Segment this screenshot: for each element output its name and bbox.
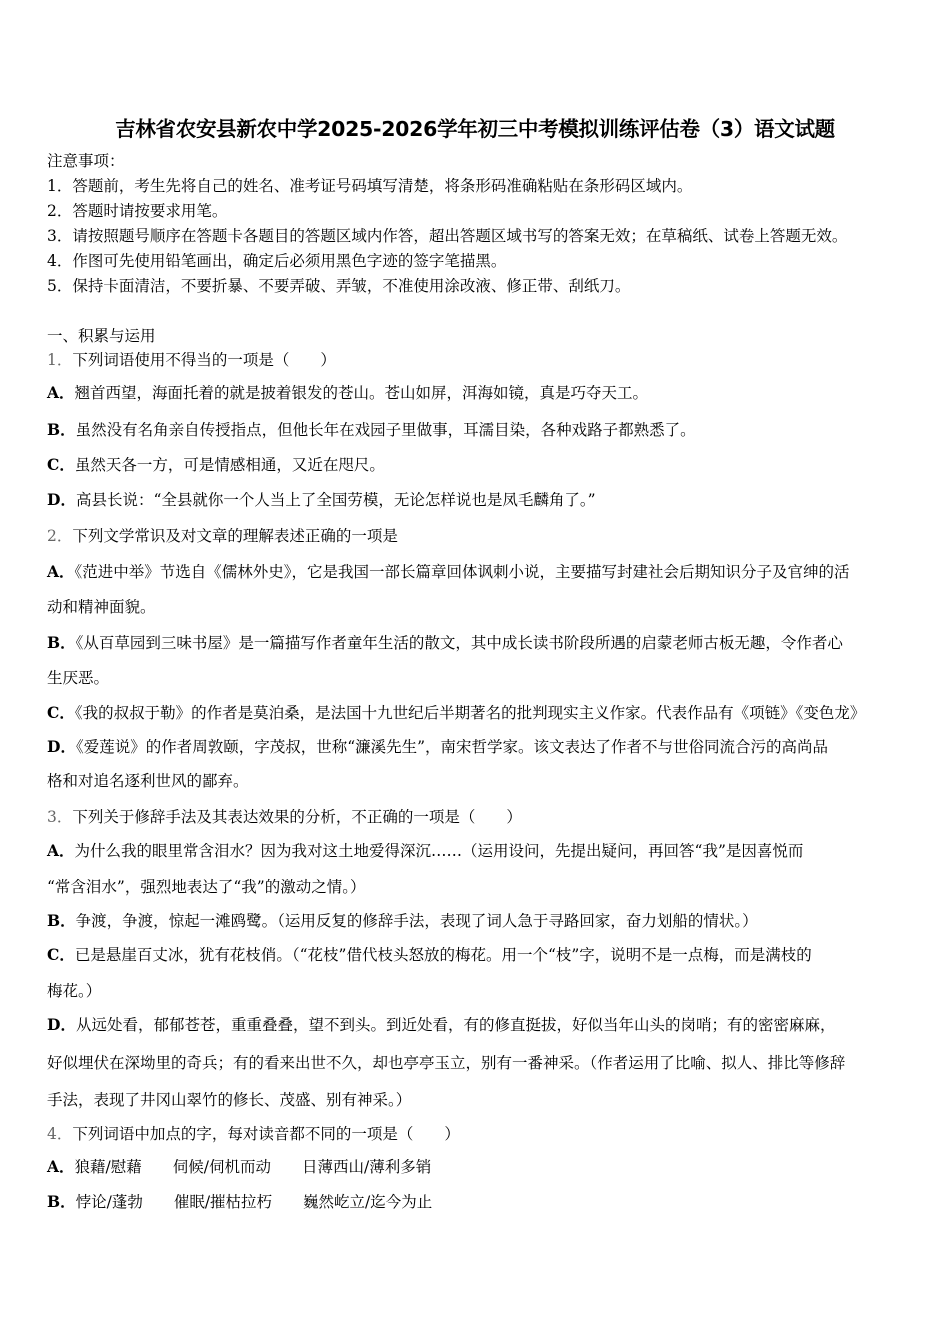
question-stem [47, 807, 522, 827]
option-label: C． [47, 945, 75, 964]
option-text-cont: 生厌恶。 [47, 669, 110, 687]
option-d [47, 490, 596, 510]
question-text: 下列文学常识及对文章的理解表述正确的一项是 [72, 527, 398, 545]
option-text: 高县长说：“全县就你一个人当上了全国劳模，无论怎样说也是凤毛麟角了。” [75, 491, 596, 509]
option-b [47, 633, 843, 653]
notice-item: 3．请按照题号顺序在答题卡各题目的答题区域内作答，超出答题区域书写的答案无效；在草稿纸、试卷上答题无效。 [47, 227, 848, 245]
question-text: 下列词语中加点的字，每对读音都不同的一项是（ ） [72, 1125, 460, 1143]
question-number: 2． [47, 527, 73, 545]
option-label: B． [47, 1192, 76, 1211]
option-d [47, 737, 828, 757]
option-c [47, 703, 865, 723]
option-label: B． [47, 633, 76, 652]
question-number: 1． [47, 351, 73, 369]
option-text: 翘首西望，海面托着的就是披着银发的苍山。苍山如屏，洱海如镜，真是巧夺天工。 [74, 384, 649, 402]
option-text-cont: 格和对追名逐利世风的鄙弃。 [47, 772, 249, 790]
option-text: 为什么我的眼里常含泪水？因为我对这土地爱得深沉……（运用设问，先提出疑问，再回答“我”是因喜悦而 [74, 842, 804, 860]
question-stem [47, 526, 398, 546]
option-c [47, 945, 812, 965]
option-text: 争渡，争渡，惊起一滩鸥鹭。（运用反复的修辞手法，表现了词人急于寻路回家，奋力划船的情状。） [75, 912, 758, 930]
question-stem [47, 350, 336, 370]
option-text: 已是悬崖百丈冰，犹有花枝俏。（“花枝”借代枝头怒放的梅花。用一个“枝”字，说明不是一点梅，而是满枝的 [74, 946, 812, 964]
option-text: 《爱莲说》的作者周敦颐，字茂叔，世称“濂溪先生”，南宋哲学家。该文表达了作者不与世俗同流合污的高尚品 [75, 738, 829, 756]
option-text: 虽然天各一方，可是情感相通，又近在咫尺。 [74, 456, 385, 474]
option-text: 《范进中举》节选自《儒林外史》，它是我国一部长篇章回体讽刺小说，主要描写封建社会后期知识分子及官绅的活 [74, 563, 850, 581]
notice-item: 1．答题前，考生先将自己的姓名、准考证号码填写清楚，将条形码准确粘贴在条形码区域内。 [47, 177, 693, 195]
option-text-cont: 好似埋伏在深坳里的奇兵；有的看来出世不久，却也亭亭玉立，别有一番神采。（作者运用了比喻、拟人、排比等修辞 [47, 1054, 846, 1072]
option-label: D． [47, 737, 76, 756]
section-heading: 一、积累与运用 [47, 327, 156, 345]
option-text-cont: 梅花。） [47, 982, 102, 1000]
notice-heading: 注意事项： [47, 152, 125, 170]
question-number: 3． [47, 808, 73, 826]
option-b [47, 911, 758, 931]
option-text: 虽然没有名角亲自传授指点，但他长年在戏园子里做事，耳濡目染，各种戏路子都熟悉了。 [75, 421, 696, 439]
option-text-cont: 动和精神面貌。 [47, 598, 156, 616]
question-stem [47, 1124, 460, 1144]
option-a [47, 1157, 431, 1177]
notice-item: 5．保持卡面清洁，不要折暴、不要弄破、弄皱，不准使用涂改液、修正带、刮纸刀。 [47, 277, 631, 295]
option-text: 从远处看，郁郁苍苍，重重叠叠，望不到头。到近处看，有的修直挺拔，好似当年山头的岗哨；有的密密麻麻， [75, 1016, 836, 1034]
option-label: D． [47, 490, 76, 509]
page-title: 吉林省农安县新农中学2025-2026学年初三中考模拟训练评估卷（3）语文试题 [115, 117, 835, 141]
option-label: C． [47, 455, 75, 474]
option-a [47, 841, 803, 861]
option-text: 《我的叔叔于勒》的作者是莫泊桑，是法国十九世纪后半期著名的批判现实主义作家。代表作品有《项链》《变色龙》 [74, 704, 866, 722]
option-label: C． [47, 703, 75, 722]
option-b [47, 420, 696, 440]
option-a [47, 383, 648, 403]
option-label: A． [47, 562, 75, 581]
option-label: B． [47, 420, 76, 439]
option-b [47, 1192, 432, 1212]
notice-item: 4．作图可先使用铅笔画出，确定后必须用黑色字迹的签字笔描黑。 [47, 252, 507, 270]
option-label: A． [47, 383, 75, 402]
question-number: 4． [47, 1125, 73, 1143]
option-text-cont: “常含泪水”，强烈地表达了“我”的激动之情。） [47, 878, 366, 896]
option-label: B． [47, 911, 76, 930]
option-a [47, 562, 850, 582]
question-text: 下列关于修辞手法及其表达效果的分析，不正确的一项是（ ） [72, 808, 522, 826]
option-label: A． [47, 841, 75, 860]
option-text-cont: 手法，表现了井冈山翠竹的修长、茂盛、别有神采。） [47, 1091, 412, 1109]
option-text: 悖论/蓬勃 催眠/摧枯拉朽 巍然屹立/迄今为止 [75, 1193, 433, 1211]
option-label: A． [47, 1157, 75, 1176]
option-c [47, 455, 385, 475]
question-text: 下列词语使用不得当的一项是（ ） [72, 351, 336, 369]
option-text: 《从百草园到三味书屋》是一篇描写作者童年生活的散文，其中成长读书阶段所遇的启蒙老师古板无趣，令作者心 [75, 634, 843, 652]
option-label: D． [47, 1015, 76, 1034]
option-text: 狼藉/慰藉 伺候/伺机而动 日薄西山/薄利多销 [74, 1158, 432, 1176]
notice-item: 2．答题时请按要求用笔。 [47, 202, 228, 220]
option-d [47, 1015, 835, 1035]
